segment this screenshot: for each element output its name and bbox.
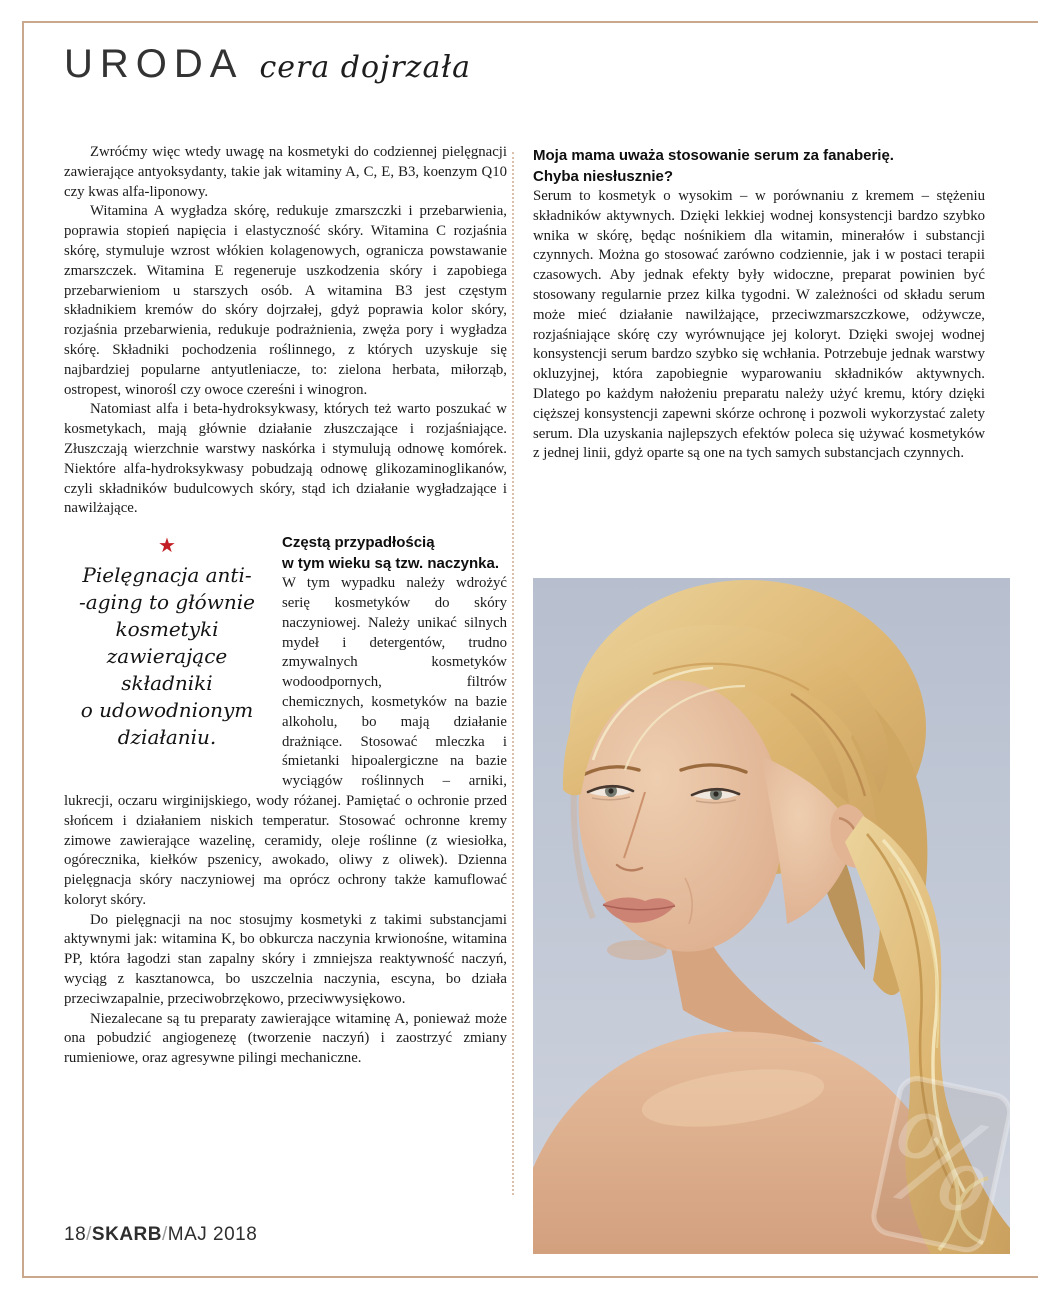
- column-divider: [512, 152, 514, 1195]
- pull-quote-line: o udowodnionym: [80, 698, 254, 723]
- page-header: [64, 42, 471, 87]
- body-paragraph: W tym wypadku należy wdrożyć serię kosmetyków do skóry naczyniowej. Należy unikać silnych mydeł i detergentów, trudno zmywalnych kosmetyków wodoodpornych, filtrów chemicznych, kosmetyków na bazie alkoholu, bo mają działanie drażniące. Stosować mleczka i śmietanki hipoalergiczne na bazie wyciągów roślinnych – arniki, lukrecji, oczaru wirginijskiego, wody różanej. Pamiętać o ochronie przed słońcem i działaniem niskich temperatur. Stosować ochronne kremy zimowe zawierające wazelinę, ceramidy, oleje roślinne (z wiesiołka, ogórecznika, kiełków pszenicy, awokado, oliwy z oliwek). Dzienna pielęgnacja skóry naczyniowej ma oprócz ochrony także kamuflować koloryt skóry.: [64, 575, 507, 908]
- pull-quote-line: -aging to głównie: [79, 590, 255, 615]
- svg-text:%: %: [871, 1084, 1010, 1244]
- pull-quote-line: zawierające: [106, 644, 228, 669]
- section-sublabel: cera dojrzała: [259, 50, 471, 85]
- footer-issue: MAJ 2018: [167, 1224, 258, 1245]
- question-heading: Moja mama uważa stosowanie serum za fanaberię.: [533, 147, 894, 164]
- body-paragraph: Witamina A wygładza skórę, redukuje zmarszczki i przebarwienia, poprawia stopień napięcia i elastyczność skóry. Witamina C rozjaśnia skórę, stymuluje wzrost włókien kolagenowych, ogranicza powstawanie zmarszczek. Witamina E regeneruje uszkodzenia skóry i zapobiega przebarwieniom u starszych osób. A witamina B3 jest częstym składnikiem kremów do skóry dojrzałej, gdyż poprawia kolor skóry, rozjaśnia przebarwienia, redukuje podrażnienia, zwęża pory i wygładza skórę. Składniki pochodzenia roślinnego, z których uzyskuje się najbardziej popularne antyutleniacze, to: zielona herbata, miłorząb, ostropest, winorośl czy owoce czereśni i winogron.: [64, 203, 507, 398]
- body-paragraph: Do pielęgnacji na noc stosujmy kosmetyki z takimi substancjami aktywnymi jak: witamina K, bo obkurcza naczynia krwionośne, witamina PP, która łagodzi stan zapalny skóry i zmniejsza reaktywność naczyń, wyciąg z kasztanowca, bo uszczelnia naczynia, escyna, bo działa przeciwzapalnie, przeciwobrzękowo, przeciwwysiękowo.: [64, 911, 507, 1007]
- footer-separator: /: [161, 1224, 168, 1245]
- pull-quote-line: składniki: [121, 671, 213, 696]
- pull-quote: [64, 533, 270, 785]
- vessels-lead: Częstą przypadłością: [282, 534, 435, 552]
- body-paragraph: Natomiast alfa i beta-hydroksykwasy, których też warto poszukać w kosmetykach, mają głównie działanie złuszczające i rozjaśniające. Złuszczają wierzchnie warstwy naskórka i stymulują odnowę komórek. Niektóre alfa-hydroksykwasy pobudzają odnowę glikozaminoglikanów, czyli składników budulcowych skóry, stąd ich działanie wygładzające i nawilżające.: [64, 401, 507, 517]
- portrait-photo: [533, 578, 1010, 1254]
- vessels-section: [64, 533, 507, 911]
- footer-page-number: 18: [64, 1224, 87, 1245]
- body-paragraph: Niezalecane są tu preparaty zawierające witaminę A, ponieważ może ona pobudzić angiogenezę (tworzenie naczyń) i zaostrzyć zmiany rumieniowe, oraz agresywne pilingi mechaniczne.: [64, 1010, 507, 1067]
- pull-quote-line: kosmetyki: [115, 617, 219, 642]
- footer-magazine-name: SKARB: [91, 1224, 162, 1245]
- vessels-lead: w tym wieku są tzw. naczynka.: [282, 554, 500, 572]
- answer-paragraph: Serum to kosmetyk o wysokim – w porównaniu z kremem – stężeniu składników aktywnych. Dzięki lekkiej wodnej konsystencji bardzo szybko wnika w skórę, będąc nośnikiem dla witamin, minerałów i substancji czynnych. Można go stosować zarówno codziennie, jak i w postaci terapii czasowych. Aby jednak efekty były widoczne, preparat powinien być stosowany regularnie przez kilka tygodni. W zależności od składu serum może mieć działanie nawilżające, przeciwzmarszczkowe, odżywcze, rozjaśniające skórę czy wyrównujące jej koloryt. Dzięki swojej wodnej konsystencji serum bardzo szybko się wchłania. Potrzebuje jednak warstwy okluzyjnej, która zapobiegnie wyparowaniu składników aktywnych. Dlatego po każdym nałożeniu preparatu należy użyć kremu, który dzięki cięższej konsystencji zapewni skórze ochronę i pozwoli wykorzystać zalety serum. Dla uzyskania najlepszych efektów poleca się używać kosmetyków z jednej linii, gdyż oparte są one na tych samych substancjach czynnych.: [533, 188, 985, 462]
- right-column: [533, 146, 985, 464]
- question-heading: Chyba niesłusznie?: [533, 167, 674, 185]
- footer-separator: /: [86, 1224, 92, 1245]
- pull-quote-line: działaniu.: [117, 725, 217, 750]
- left-column: [64, 143, 507, 1069]
- section-label: URODA: [64, 42, 244, 86]
- body-paragraph: Zwróćmy więc wtedy uwagę na kosmetyki do codziennej pielęgnacji zawierające antyoksydanty, takie jak witaminy A, C, E, B3, koenzym Q10 czy kwas alfa-liponowy.: [64, 144, 507, 200]
- page-footer: [64, 1224, 257, 1246]
- pull-quote-line: Pielęgnacja anti-: [82, 563, 252, 588]
- star-icon: ★: [158, 535, 176, 558]
